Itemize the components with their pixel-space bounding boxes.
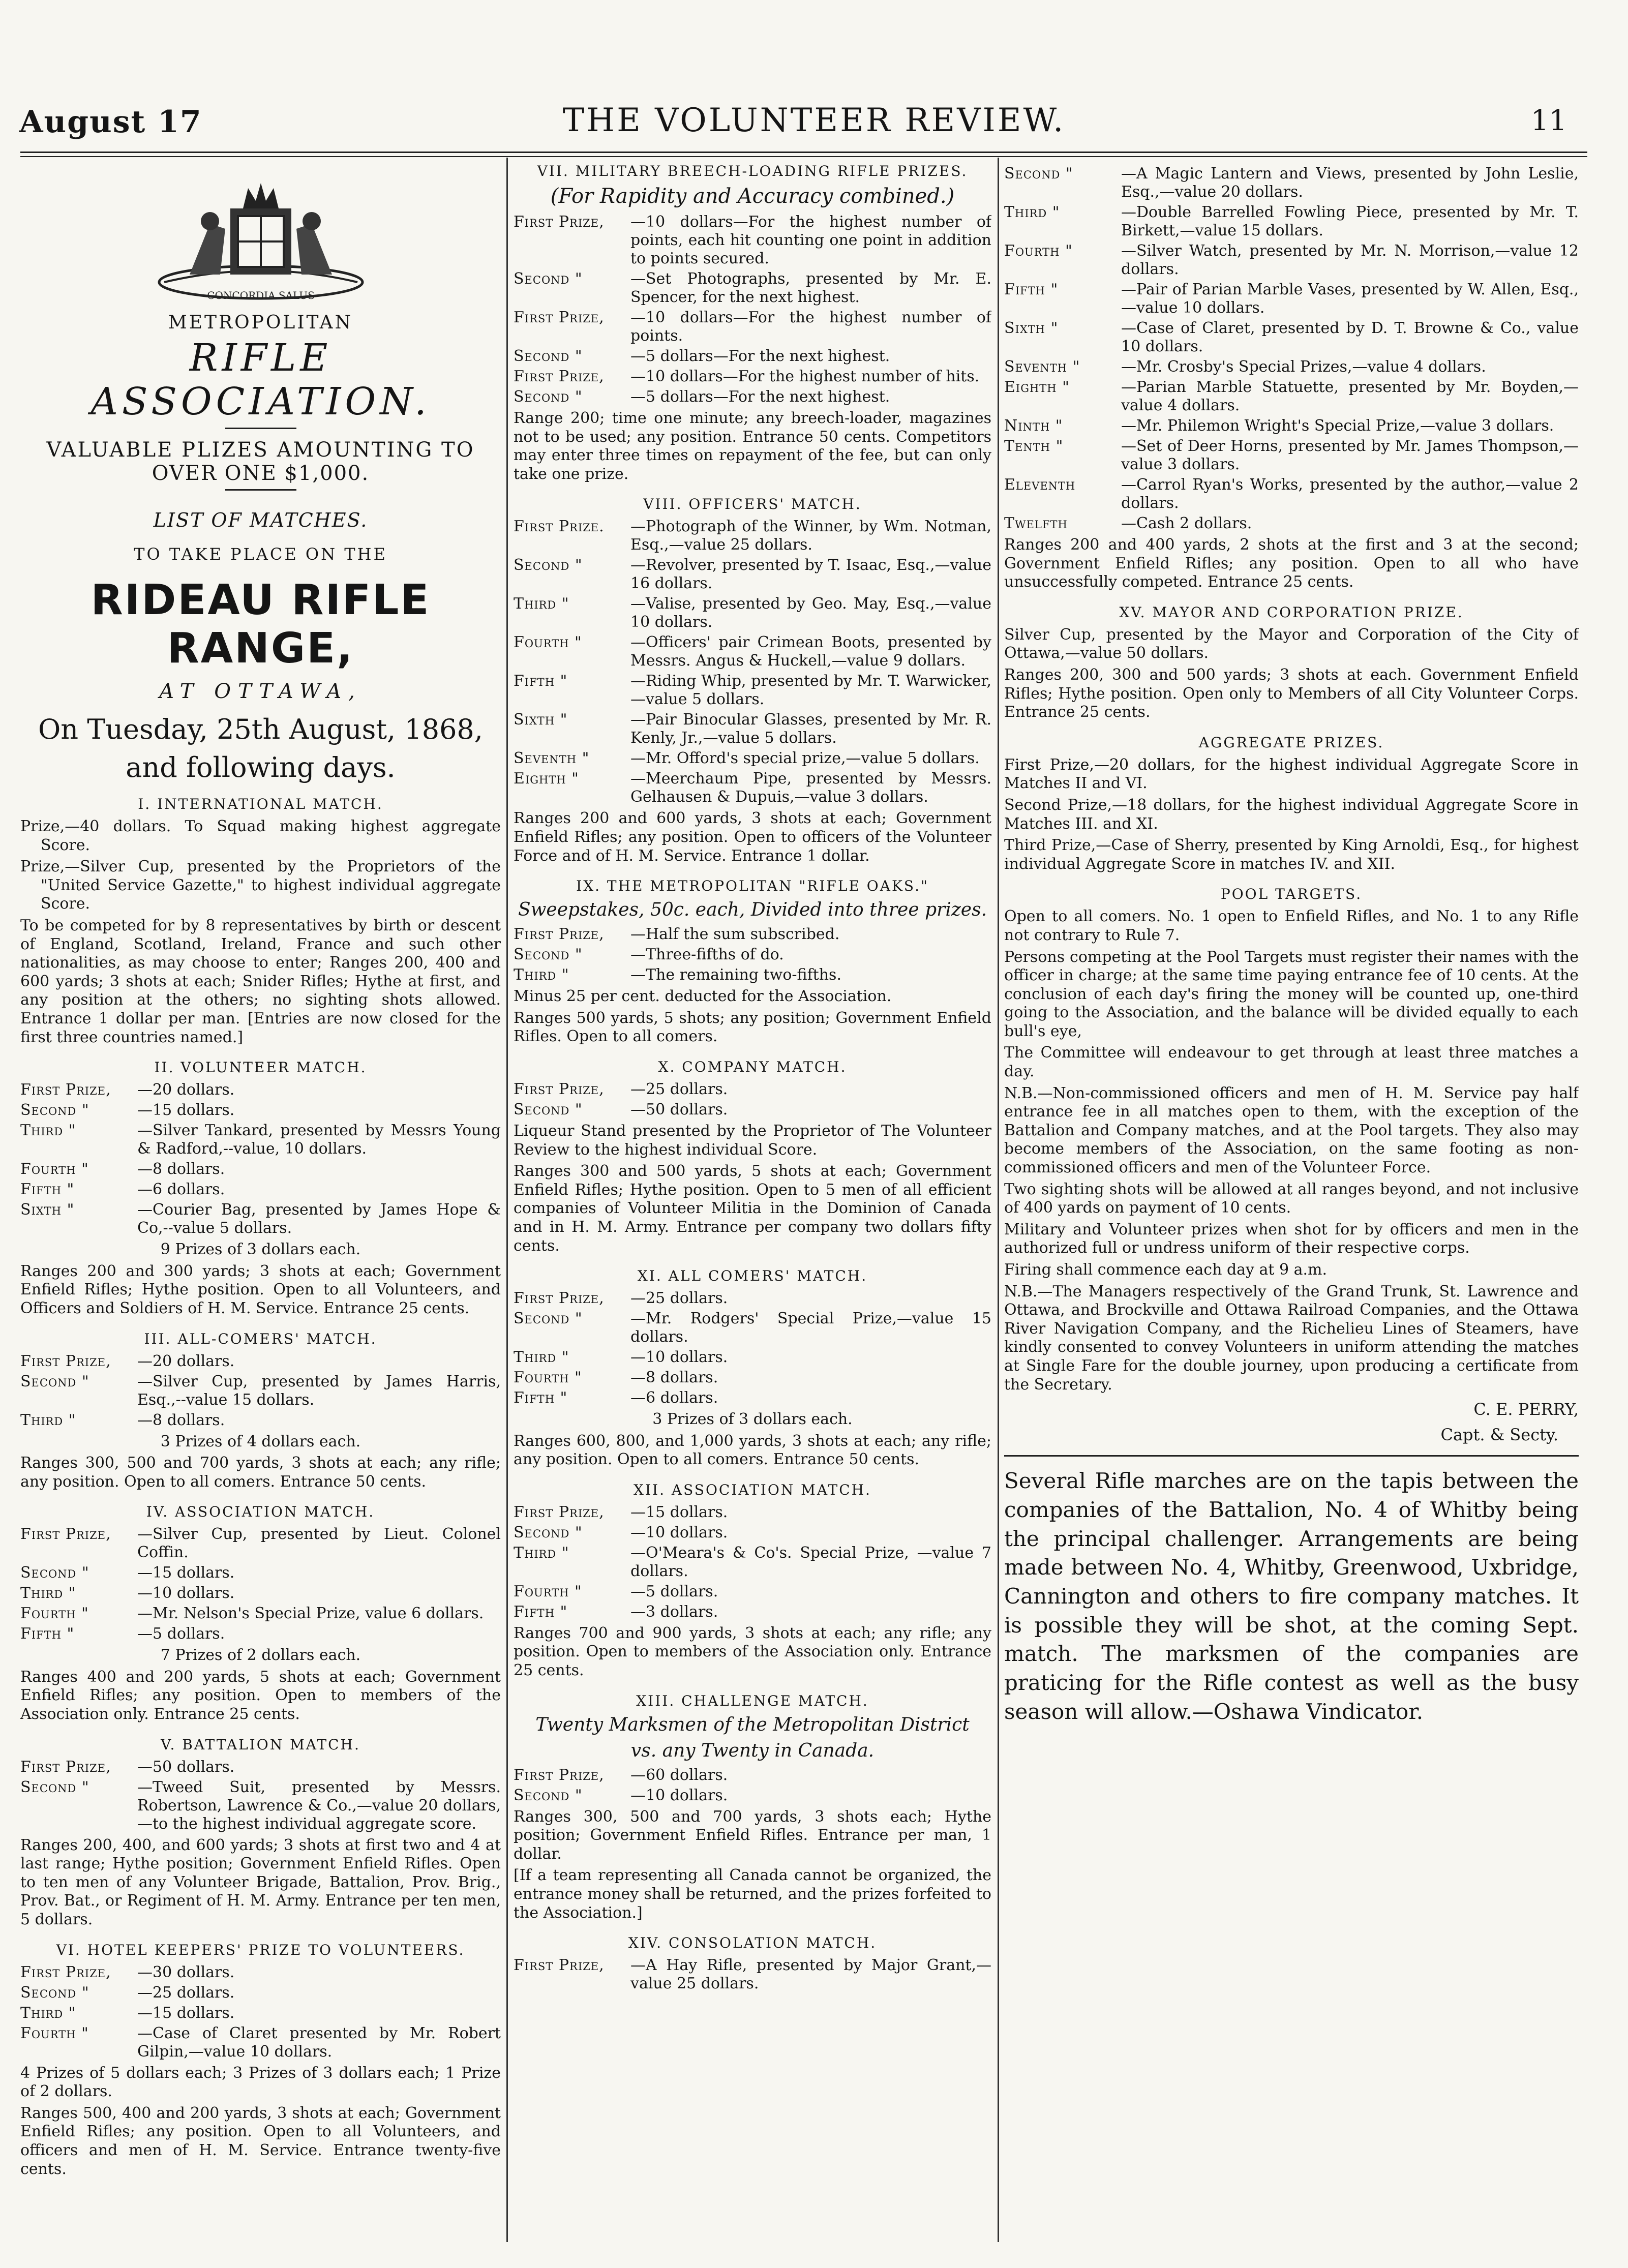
prize-text: —Photograph of the Winner, by Wm. Notman, Esq.,—value 25 dollars. — [630, 518, 991, 554]
prize-text: —Revolver, presented by T. Isaac, Esq.,—value 16 dollars. — [630, 556, 991, 593]
prize-text: —Officers' pair Crimean Boots, presented by Messrs. Angus & Huckell,—value 9 dollars. — [630, 633, 991, 670]
prize-row — [514, 213, 991, 268]
paragraph: 9 Prizes of 3 dollars each. — [160, 1241, 361, 1259]
prize-label: Sixth " — [1004, 319, 1059, 337]
paragraph: Liqueur Stand presented by the Proprietor of The Volunteer Review to the highest individual Score. — [514, 1122, 991, 1159]
match-heading: XI. ALL COMERS' MATCH. — [637, 1267, 868, 1285]
prize-text: —Meerchaum Pipe, presented by Messrs. Gelhausen & Dupuis,—value 3 dollars. — [630, 770, 991, 806]
prize-text: —Silver Watch, presented by Mr. N. Morrison,—value 12 dollars. — [1121, 242, 1579, 278]
column-rule — [998, 158, 999, 2242]
prize-list — [20, 1525, 501, 1643]
match-heading: IV. ASSOCIATION MATCH. — [146, 1503, 375, 1521]
prize-row — [20, 1625, 501, 1643]
prize-row — [514, 672, 991, 709]
prize-text: —5 dollars. — [137, 1625, 225, 1643]
prize-row — [514, 966, 991, 984]
prize-row — [514, 388, 991, 406]
match-heading: III. ALL-COMERS' MATCH. — [144, 1330, 377, 1347]
paragraph: Ranges 500, 400 and 200 yards, 3 shots at each; Government Enfield Rifles; any position. Open to all Volunteers, and officers and men of H. M. Service. Entrance twenty-five cents. — [20, 2104, 501, 2178]
prize-list — [514, 1289, 991, 1407]
prize-row — [514, 1583, 991, 1601]
prize-row — [20, 1984, 501, 2002]
prize-list — [514, 518, 991, 806]
prize-text: —6 dollars. — [630, 1389, 718, 1407]
prize-row — [1004, 358, 1579, 376]
prize-row — [514, 946, 991, 964]
prize-text: —Three-fifths of do. — [630, 946, 784, 964]
prize-row — [514, 1369, 991, 1387]
prize-label: Fourth " — [514, 1582, 582, 1600]
prize-row — [514, 1766, 991, 1785]
match-heading: XV. MAYOR AND CORPORATION PRIZE. — [1119, 603, 1464, 621]
prize-label: Second " — [514, 1100, 583, 1118]
prize-row — [514, 1101, 991, 1119]
match-subheading: Twenty Marksmen of the Metropolitan District — [535, 1714, 970, 1735]
crest-icon — [154, 178, 368, 305]
prize-text: —15 dollars. — [137, 2004, 235, 2022]
match-heading: I. INTERNATIONAL MATCH. — [138, 796, 383, 812]
paragraph: Ranges 200, 400, and 600 yards; 3 shots at first two and 4 at last range; Hythe position; Government Enfield Rifles. Open to ten men of any Volunteer Brigade, Battalion, Prov. Brig., Prov. Bat., or Regiment of H. M. Army. Entrance per ten men, 5 dollars. — [20, 1836, 501, 1929]
paragraph: Ranges 400 and 200 yards, 5 shots at each; Government Enfield Rifles; any position. Open to members of the Association only. Entrance 25 cents. — [20, 1668, 501, 1723]
prize-text: —10 dollars—For the highest number of points, each hit counting one point in addition to points secured. — [630, 213, 991, 267]
paragraph: Ranges 200, 300 and 500 yards; 3 shots at each. Government Enfield Rifles; Hythe position. Open only to Members of all City Volunteer Corps. Entrance 25 cents. — [1004, 666, 1579, 721]
take-place: TO TAKE PLACE ON THE — [134, 545, 387, 564]
paragraph: [If a team representing all Canada cannot be organized, the entrance money shall be returned, and the prizes forfeited to the Association.] — [514, 1866, 991, 1922]
section-heading: AGGREGATE PRIZES. — [1198, 734, 1384, 751]
paragraph: To be competed for by 8 representatives by birth or descent of England, Scotland, Ireland, France and such other nationalities, as may choose to enter; Ranges 200, 400 and 600 yards; 3 shots at each; Snider Rifles; Hythe at first, and any position at the others; no sighting shots allowed. Entrance 1 dollar per man. [Entries are now closed for the first three countries named.] — [20, 916, 501, 1046]
location: AT OTTAWA, — [159, 680, 362, 703]
paragraph: Ranges 300 and 500 yards, 5 shots at each; Government Enfield Rifles; Hythe position. Open to 5 men of all efficient companies of Volunteer Militia in the Dominion of Canada and in H. M. Army. Entrance per company two dollars fifty cents. — [514, 1162, 991, 1255]
paragraph: 4 Prizes of 5 dollars each; 3 Prizes of 3 dollars each; 1 Prize of 2 dollars. — [20, 2064, 501, 2101]
prize-text: —50 dollars. — [630, 1100, 728, 1118]
prize-label: Fourth " — [514, 633, 582, 652]
prize-text: —Carrol Ryan's Works, presented by the author,—value 2 dollars. — [1121, 476, 1579, 512]
prize-label: Eighth " — [514, 770, 579, 788]
prize-label: First Prize, — [514, 1289, 605, 1308]
prize-label: Second " — [1004, 165, 1073, 183]
prize-list — [514, 1956, 991, 1993]
prize-label: Third " — [20, 1411, 76, 1429]
prize-label: Second " — [514, 1786, 583, 1804]
section-heading: POOL TARGETS. — [1220, 886, 1363, 903]
paragraph: Ranges 500 yards, 5 shots; any position; Government Enfield Rifles. Open to all comers. — [514, 1009, 991, 1046]
paragraph: Ranges 200 and 600 yards, 3 shots at each; Government Enfield Rifles; any position. Open to officers of the Volunteer Force and of H. M. Service. Entrance 1 dollar. — [514, 809, 991, 865]
column-2 — [514, 163, 991, 2252]
paragraph: First Prize,—20 dollars, for the highest individual Aggregate Score in Matches II and VI. — [1004, 755, 1579, 793]
prize-row — [514, 556, 991, 593]
prizes-amount: OVER ONE $1,000. — [152, 462, 370, 485]
prize-row — [20, 1963, 501, 1982]
prize-row — [514, 711, 991, 747]
prize-label: Fourth " — [20, 1605, 89, 1623]
match-heading: VI. HOTEL KEEPERS' PRIZE TO VOLUNTEERS. — [56, 1941, 465, 1958]
prize-label: Fourth " — [20, 2024, 89, 2042]
prize-row — [514, 1289, 991, 1308]
paragraph: Ranges 600, 800, and 1,000 yards, 3 shots at each; any rifle; any position. Open to all comers. Entrance 50 cents. — [514, 1432, 991, 1469]
prize-row — [20, 1584, 501, 1602]
prize-text: —20 dollars. — [137, 1352, 235, 1370]
prize-label: Second " — [514, 1310, 583, 1328]
prize-text: —10 dollars. — [630, 1348, 728, 1367]
prize-text: —Mr. Nelson's Special Prize, value 6 dollars. — [137, 1605, 484, 1623]
paragraph: 7 Prizes of 2 dollars each. — [160, 1646, 361, 1665]
prize-row — [1004, 515, 1579, 533]
prize-list — [20, 1963, 501, 2061]
prize-list — [514, 1080, 991, 1119]
prize-label: Fifth " — [20, 1625, 75, 1643]
prize-label: Eleventh — [1004, 476, 1076, 494]
prize-text: —The remaining two-fifths. — [630, 966, 841, 984]
prize-label: Third " — [1004, 203, 1060, 221]
prize-label: Second " — [20, 1101, 89, 1120]
divider — [1004, 1455, 1579, 1457]
paragraph: Persons competing at the Pool Targets must register their names with the officer in charge; at the same time paying entrance fee of 10 cents. At the conclusion of each day's firing the money will be counted up, one-third going to the Association, and the balance will be divided equally to each bull's eye, — [1004, 948, 1579, 1040]
prize-row — [20, 2004, 501, 2022]
paragraph: Firing shall commence each day at 9 a.m. — [1004, 1261, 1328, 1279]
paragraph: N.B.—Non-commissioned officers and men of H. M. Service pay half entrance fee in all matches open to them, with the exception of the Battalion and Company matches, and at the Pool targets. They also may become members of the Association, on the same footing as non-commissioned officers and men of the Volunteer Force. — [1004, 1084, 1579, 1177]
match-heading: II. VOLUNTEER MATCH. — [154, 1059, 367, 1076]
prize-text: —15 dollars. — [137, 1564, 235, 1582]
prize-label: Tenth " — [1004, 437, 1064, 455]
prize-text: —Pair Binocular Glasses, presented by Mr. R. Kenly, Jr.,—value 5 dollars. — [630, 711, 991, 747]
prize-text: —Case of Claret presented by Mr. Robert Gilpin,—value 10 dollars. — [137, 2024, 501, 2061]
paragraph: Ranges 200 and 400 yards, 2 shots at the first and 3 at the second; Government Enfield Rifles; any position. Open to all who have unsuccessfully competed. Entrance 25 cents. — [1004, 536, 1579, 591]
prize-text: —Silver Cup, presented by James Harris, Esq.,--value 15 dollars. — [137, 1372, 501, 1409]
masthead-title: THE VOLUNTEER REVIEW. — [562, 102, 1066, 139]
prize-row — [20, 1081, 501, 1099]
prize-row — [514, 347, 991, 366]
prize-label: Third " — [514, 1348, 569, 1367]
match-subheading: (For Rapidity and Accuracy combined.) — [550, 185, 955, 208]
prize-label: First Prize, — [514, 1503, 605, 1521]
match-heading: VII. MILITARY BREECH-LOADING RIFLE PRIZES. — [537, 163, 968, 179]
prize-row — [514, 1787, 991, 1805]
prize-text: —O'Meara's & Co's. Special Prize, —value 7 dollars. — [630, 1544, 991, 1580]
column-3 — [1004, 163, 1579, 2252]
prize-text: —Riding Whip, presented by Mr. T. Warwicker,—value 5 dollars. — [630, 672, 991, 709]
prize-text: —Mr. Philemon Wright's Special Prize,—value 3 dollars. — [1121, 417, 1554, 435]
prize-row — [20, 1411, 501, 1430]
paragraph: Ranges 300, 500 and 700 yards, 3 shots at each; any rifle; any position. Open to all comers. Entrance 50 cents. — [20, 1454, 501, 1491]
prize-row — [514, 925, 991, 944]
prize-text: —Mr. Offord's special prize,—value 5 dollars. — [630, 749, 980, 768]
signature-name: C. E. PERRY, — [1473, 1400, 1579, 1419]
prize-text: —8 dollars. — [630, 1369, 718, 1387]
prize-label: Fifth " — [514, 1389, 568, 1407]
prize-row — [1004, 417, 1579, 435]
prize-text: —A Hay Rifle, presented by Major Grant,—value 25 dollars. — [630, 1956, 991, 1993]
paragraph: N.B.—The Managers respectively of the Grand Trunk, St. Lawrence and Ottawa, and Brockville and Ottawa Railroad Companies, and the Ottawa River Navigation Company, and the Richelieu Lines of Steamers, have kindly consented to convey Volunteers in uniform attending the matches at Single Fare for the double journey, upon producing a certificate from the Secretary. — [1004, 1282, 1579, 1394]
match-heading: XIV. CONSOLATION MATCH. — [628, 1934, 877, 1952]
prize-list — [20, 1352, 501, 1430]
prize-row — [1004, 378, 1579, 415]
prize-label: Twelfth — [1004, 515, 1068, 532]
prize-row — [1004, 437, 1579, 474]
prize-label: Sixth " — [20, 1201, 75, 1219]
prize-row — [20, 1122, 501, 1158]
prize-text: —Half the sum subscribed. — [630, 925, 840, 944]
prize-row — [514, 309, 991, 345]
prize-text: —Parian Marble Statuette, presented by Mr. Boyden,—value 4 dollars. — [1121, 378, 1579, 414]
match-heading: X. COMPANY MATCH. — [658, 1058, 847, 1075]
prize-label: Second " — [20, 1372, 89, 1390]
prize-row — [20, 1758, 501, 1776]
prize-label: First Prize, — [514, 368, 605, 385]
event-days: and following days. — [126, 751, 396, 783]
paragraph: Prize,—Silver Cup, presented by the Proprietors of the "United Service Gazette," to highest individual aggregate Score. — [20, 858, 501, 913]
prize-label: First Prize, — [514, 1956, 605, 1975]
prize-row — [514, 633, 991, 670]
prize-row — [20, 1605, 501, 1623]
prize-text: —Set of Deer Horns, presented by Mr. James Thompson,—value 3 dollars. — [1121, 437, 1579, 473]
prize-text: —Courier Bag, presented by James Hope & Co,--value 5 dollars. — [137, 1201, 501, 1237]
prize-label: Sixth " — [514, 711, 568, 729]
prize-row — [514, 595, 991, 631]
prize-row — [20, 1201, 501, 1237]
prize-label: Seventh " — [514, 749, 590, 768]
prize-row — [514, 518, 991, 554]
prize-label: First Prize. — [514, 518, 605, 536]
prizes-headline: VALUABLE PLIZES AMOUNTING TO — [46, 438, 475, 462]
prize-row — [20, 1564, 501, 1582]
paragraph: 3 Prizes of 3 dollars each. — [652, 1410, 853, 1429]
prize-label: First Prize, — [20, 1963, 111, 1981]
prize-text: —8 dollars. — [137, 1160, 225, 1178]
prize-text: —3 dollars. — [630, 1602, 718, 1621]
prize-row — [514, 1603, 991, 1621]
prize-label: First Prize, — [514, 309, 605, 326]
paragraph: Two sighting shots will be allowed at all ranges beyond, and not inclusive of 400 yards on payment of 10 cents. — [1004, 1180, 1579, 1217]
paragraph: 3 Prizes of 4 dollars each. — [160, 1432, 361, 1450]
range-name: RIDEAU RIFLE RANGE, — [91, 576, 431, 673]
event-date: On Tuesday, 25th August, 1868, — [38, 713, 483, 745]
prize-label: Fifth " — [20, 1181, 75, 1199]
prize-label: First Prize, — [20, 1758, 111, 1776]
match-heading: IX. THE METROPOLITAN "RIFLE OAKS." — [576, 878, 929, 895]
prize-label: Second " — [20, 1564, 89, 1582]
prize-text: —20 dollars. — [137, 1081, 235, 1099]
paragraph: Ranges 200 and 300 yards; 3 shots at each; Government Enfield Rifles; Hythe position. Open to all Volunteers, and Officers and Soldiers of H. M. Service. Entrance 25 cents. — [20, 1262, 501, 1317]
prize-text: —50 dollars. — [137, 1758, 235, 1776]
prize-row — [514, 1348, 991, 1367]
prize-row — [20, 1525, 501, 1562]
prize-text: —25 dollars. — [630, 1289, 728, 1308]
prize-row — [20, 2024, 501, 2061]
prize-list — [20, 1758, 501, 1833]
prize-list — [20, 1081, 501, 1237]
prize-text: —Double Barrelled Fowling Piece, presented by Mr. T. Birkett,—value 15 dollars. — [1121, 203, 1579, 239]
prize-row — [20, 1181, 501, 1199]
prize-label: First Prize, — [20, 1081, 111, 1099]
paragraph: Second Prize,—18 dollars, for the highest individual Aggregate Score in Matches III. and XI. — [1004, 796, 1579, 833]
prize-label: Fourth " — [20, 1160, 89, 1178]
prize-text: —Cash 2 dollars. — [1121, 515, 1252, 532]
prize-row — [514, 1524, 991, 1542]
prize-row — [1004, 165, 1579, 201]
paragraph: Silver Cup, presented by the Mayor and Corporation of the City of Ottawa,—value 50 dollars. — [1004, 625, 1579, 662]
list-of-matches: LIST OF MATCHES. — [153, 509, 368, 531]
prize-label: First Prize, — [514, 1766, 605, 1784]
prize-row — [20, 1160, 501, 1178]
prize-list — [514, 1766, 991, 1805]
prize-row — [1004, 476, 1579, 512]
prize-list — [514, 213, 991, 406]
prize-text: —5 dollars—For the next highest. — [630, 388, 890, 406]
column-rule — [506, 158, 508, 2242]
prize-text: —15 dollars. — [630, 1503, 728, 1521]
prize-text: —Mr. Rodgers' Special Prize,—value 15 dollars. — [630, 1310, 991, 1346]
header-date: August 17 — [19, 104, 202, 140]
prize-text: —15 dollars. — [137, 1101, 235, 1120]
prize-text: —6 dollars. — [137, 1181, 225, 1199]
prize-row — [20, 1352, 501, 1371]
prize-label: First Prize, — [514, 213, 605, 231]
paragraph: Range 200; time one minute; any breech-loader, magazines not to be used; any position. Entrance 50 cents. Competitors may enter three times on repayment of the fee, but can only take one prize. — [514, 409, 991, 483]
paragraph: Open to all comers. No. 1 open to Enfield Rifles, and No. 1 to any Rifle not contrary to Rule 7. — [1004, 908, 1579, 944]
paragraph: Minus 25 per cent. deducted for the Association. — [514, 987, 892, 1006]
prize-label: Third " — [20, 1584, 76, 1602]
prize-label: Eighth " — [1004, 378, 1070, 396]
paragraph: Ranges 300, 500 and 700 yards, 3 shots each; Hythe position; Government Enfield Rifles. Entrance per man, 1 dollar. — [514, 1807, 991, 1863]
prize-text: —30 dollars. — [137, 1963, 235, 1981]
prize-text: —5 dollars—For the next highest. — [630, 347, 890, 365]
divider — [225, 489, 296, 491]
prize-text: —Mr. Crosby's Special Prizes,—value 4 dollars. — [1121, 358, 1486, 376]
prize-text: —60 dollars. — [630, 1766, 728, 1784]
paragraph: Prize,—40 dollars. To Squad making highest aggregate Score. — [20, 818, 501, 854]
prize-label: Second " — [514, 1523, 583, 1541]
prize-row — [514, 749, 991, 768]
prize-label: Third " — [20, 1122, 76, 1140]
prize-row — [514, 1956, 991, 1993]
prize-list — [1004, 165, 1579, 533]
match-subheading: vs. any Twenty in Canada. — [630, 1740, 875, 1761]
prize-label: First Prize, — [514, 925, 605, 944]
prize-label: Second " — [514, 946, 583, 964]
prize-label: Third " — [514, 595, 569, 613]
prize-label: First Prize, — [514, 1080, 605, 1098]
prize-row — [514, 1544, 991, 1581]
prize-label: Ninth " — [1004, 417, 1063, 435]
prize-text: —10 dollars. — [630, 1786, 728, 1804]
svg-text:CONCORDIA SALUS: CONCORDIA SALUS — [206, 289, 315, 301]
prize-label: Fifth " — [514, 1602, 568, 1621]
prize-row — [514, 1389, 991, 1407]
prize-list — [514, 925, 991, 984]
column-1 — [20, 163, 501, 2252]
prize-label: Fourth " — [1004, 242, 1073, 260]
prize-text: —10 dollars. — [630, 1523, 728, 1541]
page-number: 11 — [1530, 104, 1567, 137]
prize-row — [514, 1503, 991, 1522]
prize-text: —25 dollars. — [630, 1080, 728, 1098]
prize-label: Second " — [514, 556, 583, 574]
prize-row — [20, 1373, 501, 1409]
prize-list — [514, 1503, 991, 1621]
match-heading: V. BATTALION MATCH. — [161, 1736, 360, 1753]
prize-text: —A Magic Lantern and Views, presented by John Leslie, Esq.,—value 20 dollars. — [1121, 165, 1579, 201]
prize-row — [1004, 203, 1579, 240]
association-title: RIFLE ASSOCIATION. — [91, 336, 431, 424]
prize-text: —Pair of Parian Marble Vases, presented by W. Allen, Esq.,—value 10 dollars. — [1121, 281, 1579, 317]
match-heading: XIII. CHALLENGE MATCH. — [636, 1692, 869, 1709]
prize-label: Fifth " — [514, 672, 568, 690]
prize-row — [514, 368, 991, 386]
prize-label: Second " — [20, 1983, 89, 2002]
prize-row — [20, 1101, 501, 1120]
prize-label: Second " — [20, 1778, 89, 1796]
prize-label: Third " — [514, 966, 569, 984]
match-heading: VIII. OFFICERS' MATCH. — [643, 496, 862, 513]
prize-text: —25 dollars. — [137, 1983, 235, 2002]
prize-label: Fourth " — [514, 1369, 582, 1387]
paragraph: The Committee will endeavour to get through at least three matches a day. — [1004, 1044, 1579, 1081]
prize-text: —Tweed Suit, presented by Messrs. Robertson, Lawrence & Co.,—value 20 dollars,—to the highest individual aggregate score. — [137, 1778, 501, 1833]
prize-row — [20, 1778, 501, 1833]
prize-text: —8 dollars. — [137, 1411, 225, 1429]
paragraph: Third Prize,—Case of Sherry, presented by King Arnoldi, Esq., for highest individual Aggregate Score in matches IV. and XII. — [1004, 836, 1579, 873]
prize-label: Seventh " — [1004, 358, 1080, 376]
paragraph: Ranges 700 and 900 yards, 3 shots at each; any rifle; any position. Open to members of the Association only. Entrance 25 cents. — [514, 1624, 991, 1680]
news-item: Several Rifle marches are on the tapis between the companies of the Battalion, No. 4 of Whitby being the principal challenger. Arrangements are being made between No. 4, Whitby, Greenwood, Uxbridge, Cannington and others to fire company matches. It is possible they will be shot, at the coming Sept. match. The marksmen of the companies are praticing for the Rifle contest as well as the busy season will allow.—Oshawa Vindicator. — [1004, 1468, 1579, 1724]
prize-row — [514, 770, 991, 806]
prize-row — [1004, 242, 1579, 279]
prize-row — [1004, 281, 1579, 317]
divider — [225, 428, 296, 429]
header-rule — [20, 152, 1587, 157]
prize-label: Third " — [20, 2004, 76, 2022]
prize-label: Fifth " — [1004, 281, 1059, 298]
prize-text: —Valise, presented by Geo. May, Esq.,—value 10 dollars. — [630, 595, 991, 631]
prize-row — [1004, 319, 1579, 356]
prize-text: —Case of Claret, presented by D. T. Browne & Co., value 10 dollars. — [1121, 319, 1579, 355]
prize-row — [514, 1080, 991, 1099]
prize-label: Third " — [514, 1544, 569, 1562]
prize-label: First Prize, — [20, 1352, 111, 1370]
prize-text: —10 dollars. — [137, 1584, 235, 1602]
signature-title: Capt. & Secty. — [1440, 1425, 1558, 1445]
association-title-top: METROPOLITAN — [168, 312, 353, 333]
prize-text: —10 dollars—For the highest number of hits. — [630, 368, 980, 385]
prize-text: —Set Photographs, presented by Mr. E. Spencer, for the next highest. — [630, 270, 991, 306]
prize-label: Second " — [514, 388, 583, 406]
prize-label: Second " — [514, 270, 583, 288]
prize-text: —5 dollars. — [630, 1582, 718, 1600]
prize-row — [514, 270, 991, 307]
paragraph: Military and Volunteer prizes when shot for by officers and men in the authorized full or undress uniform of their respective corps. — [1004, 1220, 1579, 1257]
prize-text: —Silver Cup, presented by Lieut. Colonel Coffin. — [137, 1525, 501, 1562]
prize-label: Second " — [514, 347, 583, 365]
prize-text: —10 dollars—For the highest number of points. — [630, 309, 991, 345]
prize-text: —Silver Tankard, presented by Messrs Young & Radford,--value, 10 dollars. — [137, 1122, 501, 1158]
prize-label: First Prize, — [20, 1525, 111, 1544]
match-heading: XII. ASSOCIATION MATCH. — [634, 1481, 871, 1498]
match-subheading: Sweepstakes, 50c. each, Divided into three prizes. — [518, 899, 987, 921]
prize-row — [514, 1310, 991, 1346]
